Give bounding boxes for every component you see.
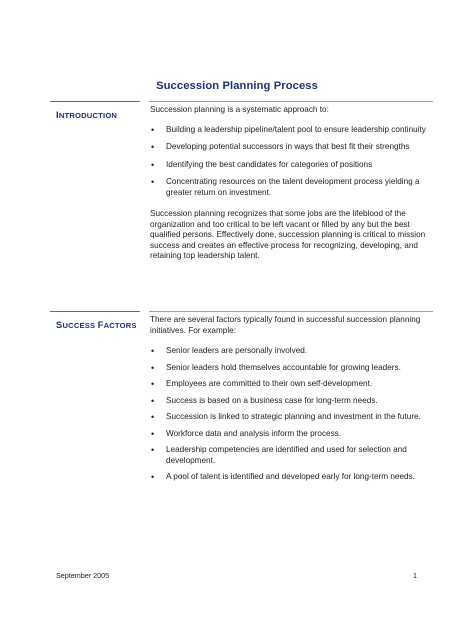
bullet-icon: • — [151, 177, 155, 187]
bullet-icon: • — [151, 379, 155, 389]
introduction-paragraph: Succession planning recognizes that some jobs are the lifeblood of the organization and too critical to be left vacant or filled by any but the best qualified persons. Effectively done, succession planning is critical to mission success and creates an effective process for recognizing, developing, and retaining top leadership talent. — [150, 209, 426, 260]
bullet-icon: • — [151, 159, 155, 170]
introduction-section — [50, 101, 433, 301]
footer-date: September 2005 — [56, 571, 110, 580]
list-item: • Succession is linked to strategic planning and investment in the future. — [151, 412, 421, 422]
bullet-icon: • — [151, 395, 155, 406]
footer-page-number: 1 — [413, 571, 417, 580]
document-title: Succession Planning Process — [156, 80, 318, 92]
success-factors-heading: SUCCESS FACTORS — [56, 319, 137, 330]
list-item: • Success is based on a business case for long-term needs. — [151, 395, 378, 406]
section-divider-right — [149, 311, 433, 312]
bullet-icon: • — [151, 346, 155, 356]
list-item: • Employees are committed to their own self-development. — [151, 379, 373, 389]
list-item: • Building a leadership pipeline/talent pool to ensure leadership continuity — [151, 124, 426, 135]
bullet-icon: • — [151, 142, 155, 152]
list-item: • Concentrating resources on the talent development process yielding a greater return on investment. — [151, 177, 420, 197]
success-factors-lead: There are several factors typically found in successful succession planning initiatives. For example: — [150, 315, 421, 335]
list-item: • A pool of talent is identified and developed early for long-term needs. — [151, 472, 415, 482]
success-factors-section — [50, 311, 433, 551]
bullet-icon: • — [151, 472, 155, 482]
success-factors-bullet-list — [150, 346, 432, 483]
list-item: • Identifying the best candidates for categories of positions — [151, 159, 373, 170]
list-item: • Workforce data and analysis inform the process. — [151, 428, 342, 439]
section-divider-right — [149, 101, 433, 102]
success-factors-body — [150, 315, 432, 483]
section-divider-left — [50, 311, 140, 312]
bullet-icon: • — [151, 362, 155, 373]
introduction-lead: Succession planning is a systematic approach to: — [150, 105, 329, 114]
bullet-icon: • — [151, 124, 155, 135]
introduction-body — [150, 105, 432, 262]
bullet-icon: • — [151, 428, 155, 439]
list-item: • Senior leaders are personally involved. — [151, 346, 308, 356]
list-item: • Leadership competencies are identified and used for selection and development. — [151, 445, 407, 465]
introduction-bullet-list — [150, 125, 432, 199]
introduction-heading: INTRODUCTION — [56, 109, 118, 120]
bullet-icon: • — [151, 412, 155, 422]
bullet-icon: • — [151, 445, 155, 455]
list-item: • Developing potential successors in ways that best fit their strengths — [151, 142, 410, 152]
section-divider-left — [50, 101, 140, 102]
list-item: • Senior leaders hold themselves accountable for growing leaders. — [151, 362, 401, 373]
